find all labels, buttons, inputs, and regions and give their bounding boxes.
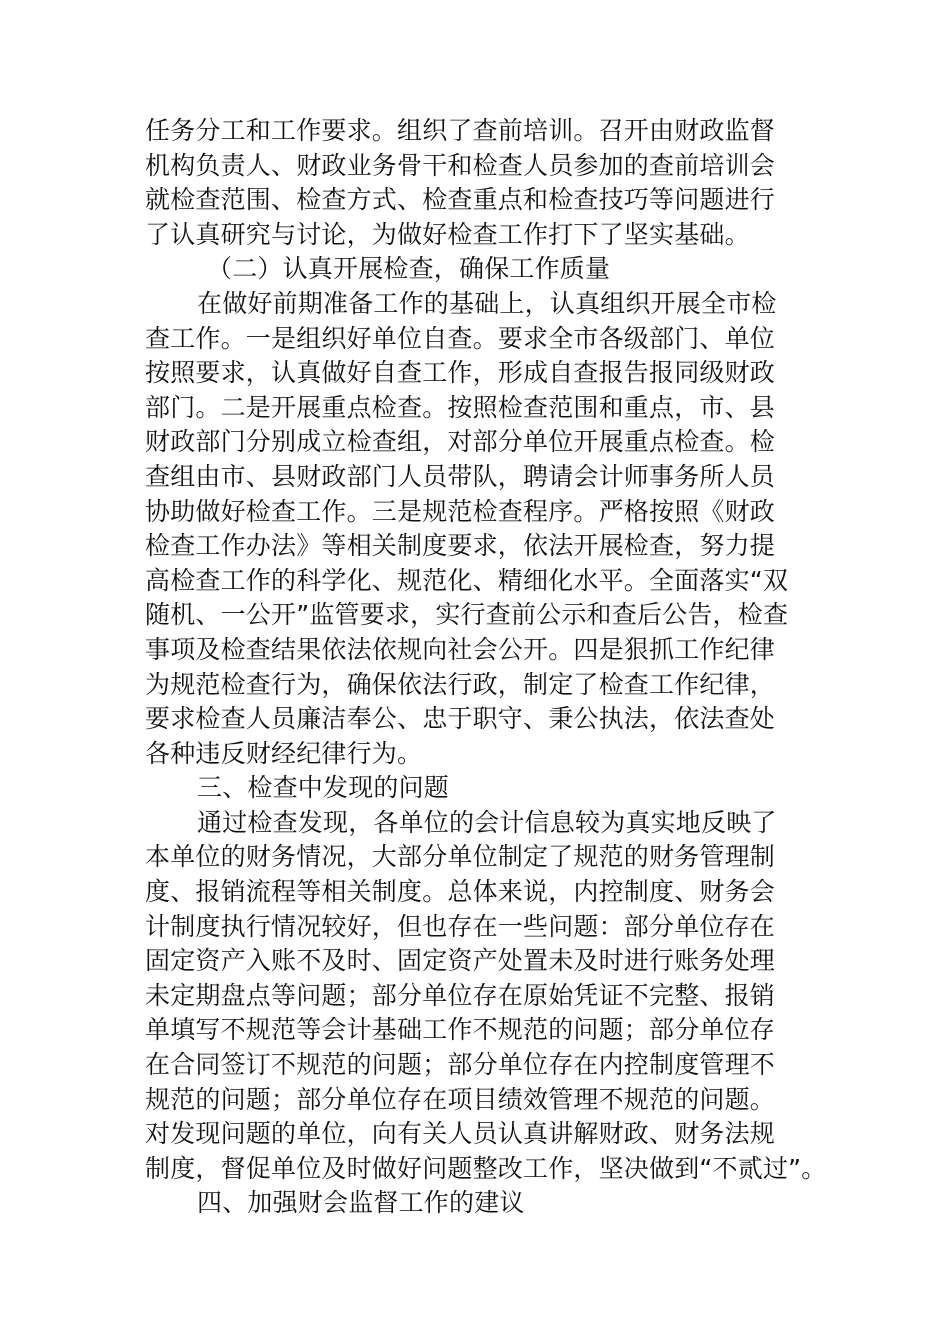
text-line: 查工作。一是组织好单位自查。要求全市各级部门、单位	[145, 323, 776, 353]
section-heading: 四、加强财会监督工作的建议	[197, 1188, 525, 1218]
text-line: 部门。二是开展重点检查。按照检查范围和重点，市、县	[145, 392, 776, 422]
text-line: 协助做好检查工作。三是规范检查程序。严格按照《财政	[145, 496, 776, 526]
text-line: 计制度执行情况较好，但也存在一些问题：部分单位存在	[145, 911, 776, 941]
text-line: 机构负责人、财政业务骨干和检查人员参加的查前培训会	[145, 150, 776, 180]
text-line: 按照要求，认真做好自查工作，形成自查报告报同级财政	[145, 358, 776, 388]
text-line: 要求检查人员廉洁奉公、忠于职守、秉公执法，依法查处	[145, 704, 776, 734]
document-body	[145, 114, 827, 1221]
text-line: 规范的问题；部分单位存在项目绩效管理不规范的问题。	[145, 1084, 776, 1114]
text-line: 本单位的财务情况，大部分单位制定了规范的财务管理制	[145, 842, 776, 872]
text-line: 各种违反财经纪律行为。	[145, 738, 423, 768]
text-line: 就检查范围、检查方式、检查重点和检查技巧等问题进行	[145, 185, 776, 215]
text-line: 财政部门分别成立检查组，对部分单位开展重点检查。检	[145, 427, 776, 457]
paragraph-start: 通过检查发现，各单位的会计信息较为真实地反映了	[197, 807, 777, 837]
text-line: 制度，督促单位及时做好问题整改工作，坚决做到“不贰过”。	[145, 1153, 827, 1183]
text-line: 未定期盘点等问题；部分单位存在原始凭证不完整、报销	[145, 980, 776, 1010]
text-line: 了认真研究与讨论，为做好检查工作打下了坚实基础。	[145, 219, 750, 249]
text-line: 任务分工和工作要求。组织了查前培训。召开由财政监督	[145, 116, 776, 145]
text-line: 随机、一公开”监管要求，实行查前公示和查后公告，检查	[145, 600, 789, 630]
text-line: 固定资产入账不及时、固定资产处置未及时进行账务处理	[145, 946, 776, 976]
section-heading: （二）认真开展检查，确保工作质量	[207, 254, 611, 284]
paragraph-start: 在做好前期准备工作的基础上，认真组织开展全市检	[197, 288, 777, 318]
section-heading: 三、检查中发现的问题	[197, 773, 450, 803]
text-line: 查组由市、县财政部门人员带队，聘请会计师事务所人员	[145, 461, 776, 491]
text-line: 在合同签订不规范的问题；部分单位存在内控制度管理不	[145, 1050, 776, 1080]
text-line: 检查工作办法》等相关制度要求，依法开展检查，努力提	[145, 531, 776, 561]
text-line: 为规范检查行为，确保依法行政，制定了检查工作纪律，	[145, 669, 776, 699]
text-line: 对发现问题的单位，向有关人员认真讲解财政、财务法规	[145, 1119, 776, 1149]
text-line: 单填写不规范等会计基础工作不规范的问题；部分单位存	[145, 1015, 776, 1045]
text-line: 高检查工作的科学化、规范化、精细化水平。全面落实“双	[145, 565, 789, 595]
text-line: 度、报销流程等相关制度。总体来说，内控制度、财务会	[145, 877, 776, 907]
text-line: 事项及检查结果依法依规向社会公开。四是狠抓工作纪律	[145, 634, 776, 664]
